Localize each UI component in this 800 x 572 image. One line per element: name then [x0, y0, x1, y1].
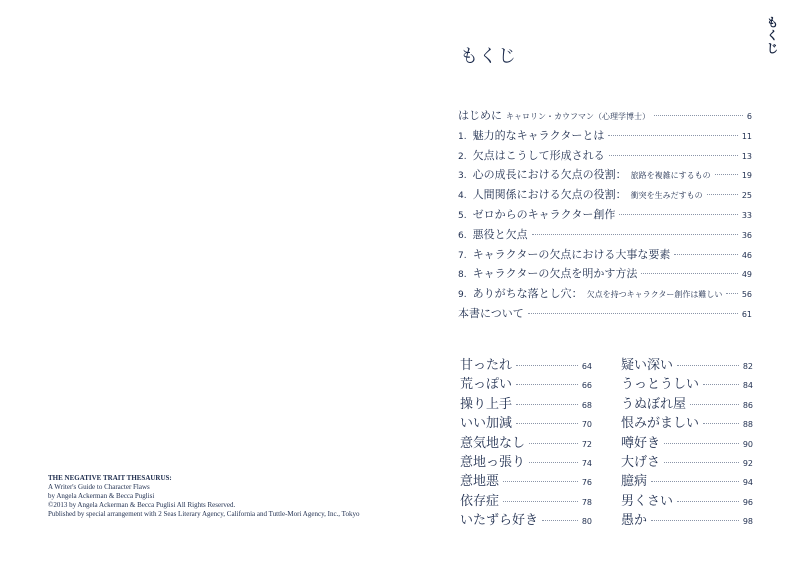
toc-entry-title: 人間関係における欠点の役割：	[472, 188, 627, 202]
dot-leader	[707, 194, 738, 195]
toc-entry-subtitle: 衝突を生みだすもの	[630, 191, 703, 201]
trait-name: 甘ったれ	[460, 358, 513, 373]
trait-page: 98	[742, 517, 753, 527]
trait-entry[interactable]	[460, 509, 592, 528]
toc-entry[interactable]	[458, 305, 752, 325]
toc-entry-page: 33	[741, 210, 752, 220]
trait-entry[interactable]	[621, 509, 753, 528]
trait-page: 72	[581, 439, 592, 449]
trait-page: 86	[742, 400, 753, 410]
trait-page: 90	[742, 439, 753, 449]
toc-entry-number: 1.	[458, 131, 467, 142]
trait-entry[interactable]	[460, 412, 592, 431]
trait-entry[interactable]	[460, 393, 592, 412]
toc-entry[interactable]	[458, 226, 752, 246]
toc-entry-title: 心の成長における欠点の役割：	[472, 168, 627, 182]
trait-page: 74	[581, 458, 592, 468]
toc-entry-page: 13	[741, 151, 752, 161]
trait-entry[interactable]	[621, 432, 753, 451]
trait-page: 76	[581, 478, 592, 488]
trait-list-left	[460, 354, 592, 529]
trait-entry[interactable]	[460, 373, 592, 392]
toc-entry-subtitle: 旅路を複雑にするもの	[630, 171, 711, 181]
dot-leader	[516, 423, 578, 424]
copyright-publisher: Published by special arrangement with 2 Seas Literary Agency, California and Tuttle-Mori Agency, Inc., Tokyo	[48, 510, 360, 518]
trait-name: 依存症	[460, 493, 500, 509]
dot-leader	[726, 293, 737, 294]
toc-entry-page: 36	[741, 230, 752, 240]
trait-name: 意地悪	[460, 474, 500, 490]
trait-list-right	[621, 354, 753, 529]
dot-leader	[641, 273, 737, 274]
trait-name: 噂好き	[621, 435, 661, 451]
dot-leader	[503, 501, 578, 502]
toc-entry-page: 19	[741, 171, 752, 181]
trait-name: 愚か	[621, 513, 648, 529]
dot-leader	[529, 443, 578, 444]
toc-entry-number: 6.	[458, 230, 467, 241]
dot-leader	[703, 384, 739, 385]
toc-entry-title: 欠点はこうして形成される	[472, 148, 605, 162]
toc-entry[interactable]	[458, 166, 752, 186]
toc-entry-subtitle: キャロリン・カウフマン（心理学博士）	[506, 112, 650, 121]
toc-entry-title: 悪役と欠点	[472, 227, 528, 241]
trait-name: 荒っぽい	[460, 377, 513, 393]
dot-leader	[651, 481, 739, 482]
toc-entry[interactable]	[458, 285, 752, 305]
trait-page: 96	[742, 497, 753, 507]
toc-entry-page: 61	[741, 309, 752, 319]
trait-entry[interactable]	[460, 354, 592, 373]
trait-name: 恨みがましい	[621, 416, 700, 432]
toc-entry[interactable]	[458, 265, 752, 285]
trait-page: 94	[742, 478, 753, 488]
trait-entry[interactable]	[621, 490, 753, 509]
toc-entry-title: キャラクターの欠点における大事な要素	[472, 247, 671, 261]
trait-entry[interactable]	[460, 451, 592, 470]
dot-leader	[503, 481, 578, 482]
trait-page: 70	[581, 420, 592, 430]
side-index-tab: もくじ	[765, 16, 779, 55]
dot-leader	[528, 313, 738, 314]
trait-name: いたずら好き	[460, 513, 539, 529]
toc-entry-title: はじめに	[458, 109, 502, 122]
trait-page: 64	[581, 362, 592, 371]
dot-leader	[677, 365, 739, 366]
dot-leader	[542, 520, 578, 521]
trait-name: 操り上手	[460, 396, 513, 412]
toc-entry-number: 2.	[458, 151, 467, 162]
trait-name: 男くさい	[621, 493, 674, 509]
dot-leader	[677, 501, 739, 502]
trait-name: 臆病	[621, 474, 648, 490]
trait-entry[interactable]	[621, 373, 753, 392]
dot-leader	[715, 174, 738, 175]
toc-entry-number: 9.	[458, 290, 467, 301]
trait-entry[interactable]	[460, 470, 592, 489]
trait-page: 66	[581, 381, 592, 391]
dot-leader	[516, 384, 578, 385]
toc-entry[interactable]	[458, 206, 752, 226]
toc-entry-page: 49	[741, 270, 752, 280]
dot-leader	[651, 520, 739, 521]
toc-entry-number: 7.	[458, 250, 467, 261]
dot-leader	[529, 462, 578, 463]
trait-page: 92	[742, 458, 753, 468]
dot-leader	[664, 462, 739, 463]
trait-name: 疑い深い	[621, 358, 674, 373]
toc-entry-number: 4.	[458, 191, 467, 202]
dot-leader	[654, 115, 743, 116]
copyright-subtitle: A Writer's Guide to Character Flaws	[48, 483, 150, 491]
toc-entry-subtitle: 欠点を持つキャラクター創作は難しい	[586, 290, 723, 300]
trait-entry[interactable]	[621, 412, 753, 431]
dot-leader	[674, 254, 737, 255]
dot-leader	[703, 423, 739, 424]
toc-entry[interactable]	[458, 127, 752, 147]
toc-entry[interactable]	[458, 107, 752, 127]
trait-name: 意地っ張り	[460, 454, 526, 470]
trait-name: うっとうしい	[621, 377, 700, 393]
toc-entry-title: ありがちな落とし穴：	[472, 287, 583, 301]
trait-entry[interactable]	[621, 393, 753, 412]
copyright-authors: by Angela Ackerman & Becca Puglisi	[48, 492, 155, 500]
copyright-rights: ©2013 by Angela Ackerman & Becca Puglisi All Rights Reserved.	[48, 501, 236, 509]
toc-entry-number: 5.	[458, 210, 467, 221]
dot-leader	[690, 404, 739, 405]
toc-entry-title: 本書について	[458, 306, 524, 320]
trait-entry[interactable]	[621, 354, 753, 373]
trait-entry[interactable]	[621, 470, 753, 489]
dot-leader	[516, 404, 578, 405]
trait-name: 意気地なし	[460, 435, 526, 451]
trait-page: 82	[742, 362, 753, 371]
trait-name: いい加減	[460, 416, 513, 432]
toc-entry-page: 11	[741, 131, 752, 141]
toc-entry-page: 25	[741, 191, 752, 201]
trait-name: うぬぼれ屋	[621, 396, 687, 412]
table-of-contents	[458, 107, 752, 325]
trait-page: 88	[742, 420, 753, 430]
toc-entry-title: 魅力的なキャラクターとは	[472, 128, 605, 142]
trait-page: 78	[581, 497, 592, 507]
toc-entry[interactable]	[458, 246, 752, 266]
copyright-title: THE NEGATIVE TRAIT THESAURUS:	[48, 474, 172, 482]
toc-entry-title: キャラクターの欠点を明かす方法	[472, 267, 638, 281]
trait-page: 68	[581, 400, 592, 410]
dot-leader	[608, 135, 737, 136]
trait-entry[interactable]	[460, 490, 592, 509]
toc-entry-number: 8.	[458, 270, 467, 281]
copyright-notice	[48, 474, 359, 519]
dot-leader	[664, 443, 739, 444]
dot-leader	[532, 234, 738, 235]
dot-leader	[609, 155, 738, 156]
toc-entry[interactable]	[458, 147, 752, 167]
dot-leader	[619, 214, 737, 215]
toc-entry-page: 56	[741, 290, 752, 300]
page-title: もくじ	[460, 46, 517, 67]
toc-entry-number: 3.	[458, 171, 467, 182]
toc-entry[interactable]	[458, 186, 752, 206]
trait-entry[interactable]	[460, 432, 592, 451]
trait-page: 84	[742, 381, 753, 391]
dot-leader	[516, 365, 578, 366]
toc-entry-page: 6	[746, 112, 752, 121]
trait-entry[interactable]	[621, 451, 753, 470]
trait-name: 大げさ	[621, 454, 661, 470]
toc-entry-page: 46	[741, 250, 752, 260]
toc-entry-title: ゼロからのキャラクター創作	[472, 207, 616, 221]
trait-page: 80	[581, 517, 592, 527]
